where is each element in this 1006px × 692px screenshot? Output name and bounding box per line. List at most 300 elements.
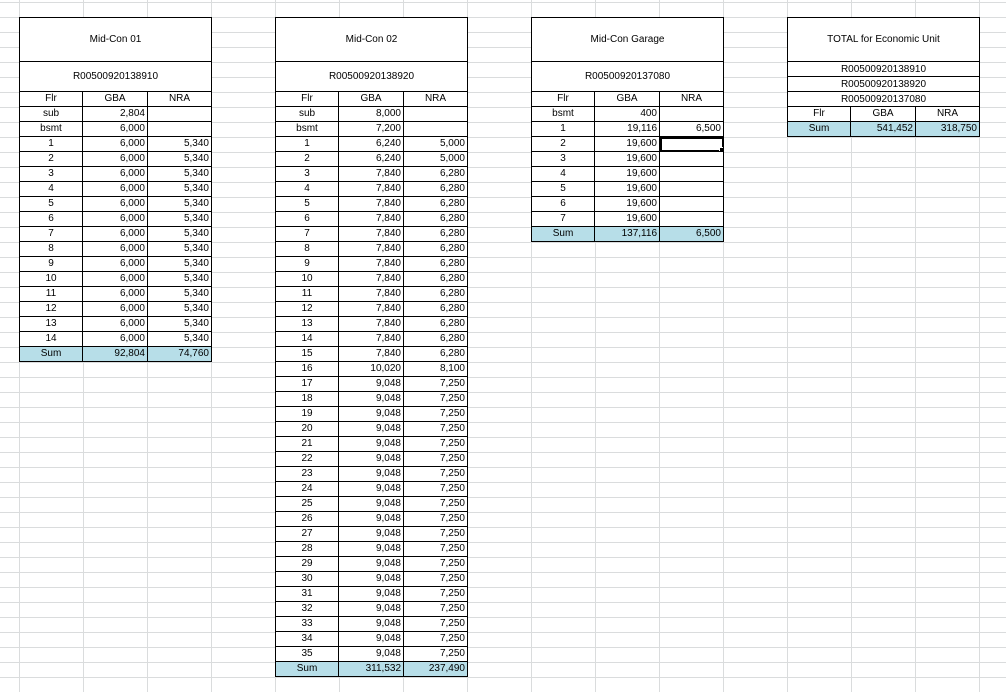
cell-flr[interactable]: 30 bbox=[275, 572, 339, 587]
cell-nra[interactable]: 5,340 bbox=[148, 137, 212, 152]
table-row bbox=[275, 137, 468, 152]
cell-flr[interactable]: 4 bbox=[19, 182, 83, 197]
cell-nra[interactable]: 7,250 bbox=[404, 632, 468, 647]
cell-flr[interactable]: bsmt bbox=[19, 122, 83, 137]
cell-flr[interactable]: 4 bbox=[531, 167, 595, 182]
header-flr[interactable]: Flr bbox=[275, 92, 339, 107]
cell-flr[interactable]: 11 bbox=[275, 287, 339, 302]
cell-nra[interactable]: 5,340 bbox=[148, 167, 212, 182]
header-flr[interactable]: Flr bbox=[19, 92, 83, 107]
table-row bbox=[531, 212, 724, 227]
cell-nra[interactable]: 6,280 bbox=[404, 347, 468, 362]
cell-gba[interactable]: 9,048 bbox=[339, 527, 404, 542]
cell-flr[interactable]: 16 bbox=[275, 362, 339, 377]
cell-flr[interactable]: 35 bbox=[275, 647, 339, 662]
table-row bbox=[531, 107, 724, 122]
cell-nra[interactable]: 6,280 bbox=[404, 287, 468, 302]
cell-flr[interactable]: 13 bbox=[275, 317, 339, 332]
cell-nra[interactable]: 6,500 bbox=[660, 122, 724, 137]
parcel-id-text: R00500920138910 bbox=[840, 63, 927, 75]
table-row bbox=[275, 587, 468, 602]
cell-nra[interactable]: 7,250 bbox=[404, 437, 468, 452]
cell-nra[interactable] bbox=[404, 122, 468, 137]
cell-nra[interactable]: 6,280 bbox=[404, 182, 468, 197]
cell-gba[interactable]: 7,840 bbox=[339, 212, 404, 227]
cell-nra[interactable]: 7,250 bbox=[404, 617, 468, 632]
cell-gba[interactable]: 9,048 bbox=[339, 572, 404, 587]
table-row bbox=[275, 542, 468, 557]
table-midcon-garage bbox=[531, 17, 724, 242]
table-row bbox=[531, 122, 724, 137]
cell-gba[interactable]: 7,840 bbox=[339, 242, 404, 257]
table-row bbox=[531, 137, 724, 152]
table-row bbox=[19, 332, 212, 347]
header-gba[interactable]: GBA bbox=[83, 92, 148, 107]
cell-gba[interactable]: 9,048 bbox=[339, 647, 404, 662]
cell-flr[interactable]: 14 bbox=[19, 332, 83, 347]
cell-gba[interactable]: 6,000 bbox=[83, 242, 148, 257]
cell-gba[interactable]: 7,200 bbox=[339, 122, 404, 137]
cell-gba[interactable]: 6,000 bbox=[83, 122, 148, 137]
cell-nra[interactable] bbox=[148, 107, 212, 122]
cell-flr[interactable]: 28 bbox=[275, 542, 339, 557]
cell-gba[interactable]: 9,048 bbox=[339, 437, 404, 452]
table-row bbox=[531, 152, 724, 167]
cell-gba[interactable]: 7,840 bbox=[339, 227, 404, 242]
selected-cell[interactable] bbox=[660, 137, 724, 152]
title-text: Mid-Con Garage bbox=[590, 34, 665, 45]
cell-flr[interactable]: 5 bbox=[531, 182, 595, 197]
cell-gba[interactable]: 7,840 bbox=[339, 347, 404, 362]
cell-gba[interactable]: 9,048 bbox=[339, 422, 404, 437]
table-row bbox=[275, 362, 468, 377]
cell-gba[interactable]: 6,000 bbox=[83, 287, 148, 302]
cell-nra[interactable]: 5,340 bbox=[148, 227, 212, 242]
cell-flr[interactable]: 12 bbox=[19, 302, 83, 317]
cell-nra[interactable]: 5,000 bbox=[404, 152, 468, 167]
sum-nra[interactable]: 318,750 bbox=[916, 122, 980, 137]
table-row bbox=[19, 257, 212, 272]
table-row bbox=[275, 302, 468, 317]
table-title[interactable] bbox=[787, 17, 980, 62]
cell-flr[interactable]: 1 bbox=[531, 122, 595, 137]
cell-flr[interactable]: 23 bbox=[275, 467, 339, 482]
table-row bbox=[531, 182, 724, 197]
cell-flr[interactable]: 6 bbox=[19, 212, 83, 227]
cell-gba[interactable]: 8,000 bbox=[339, 107, 404, 122]
cell-nra[interactable] bbox=[660, 212, 724, 227]
cell-nra[interactable] bbox=[660, 197, 724, 212]
table-row bbox=[275, 647, 468, 662]
cell-flr[interactable]: 9 bbox=[19, 257, 83, 272]
cell-flr[interactable]: 29 bbox=[275, 557, 339, 572]
table-row bbox=[275, 257, 468, 272]
cell-flr[interactable]: 19 bbox=[275, 407, 339, 422]
cell-gba[interactable]: 6,000 bbox=[83, 317, 148, 332]
table-row bbox=[275, 212, 468, 227]
cell-flr[interactable]: 17 bbox=[275, 377, 339, 392]
table-row bbox=[19, 167, 212, 182]
table-body bbox=[531, 92, 724, 242]
cell-gba[interactable]: 6,000 bbox=[83, 272, 148, 287]
header-gba[interactable]: GBA bbox=[339, 92, 404, 107]
cell-flr[interactable]: 15 bbox=[275, 347, 339, 362]
table-title[interactable] bbox=[531, 17, 724, 62]
table-row bbox=[19, 182, 212, 197]
cell-flr[interactable]: 3 bbox=[531, 152, 595, 167]
cell-gba[interactable]: 6,000 bbox=[83, 197, 148, 212]
cell-flr[interactable]: 6 bbox=[275, 212, 339, 227]
cell-flr[interactable]: 22 bbox=[275, 452, 339, 467]
cell-nra[interactable]: 7,250 bbox=[404, 497, 468, 512]
title-text: Mid-Con 01 bbox=[89, 34, 142, 45]
parcel-id-1[interactable] bbox=[787, 62, 980, 77]
cell-nra[interactable] bbox=[404, 107, 468, 122]
sum-nra[interactable]: 237,490 bbox=[404, 662, 468, 677]
cell-flr[interactable]: 1 bbox=[275, 137, 339, 152]
cell-gba[interactable]: 19,600 bbox=[595, 137, 660, 152]
cell-flr[interactable]: 3 bbox=[19, 167, 83, 182]
cell-flr[interactable]: 6 bbox=[531, 197, 595, 212]
table-row bbox=[275, 482, 468, 497]
table-row bbox=[275, 347, 468, 362]
cell-nra[interactable]: 6,280 bbox=[404, 242, 468, 257]
cell-flr[interactable]: 4 bbox=[275, 182, 339, 197]
header-row bbox=[19, 92, 212, 107]
sum-gba[interactable]: 311,532 bbox=[339, 662, 404, 677]
cell-gba[interactable]: 9,048 bbox=[339, 542, 404, 557]
parcel-id-text: R00500920137080 bbox=[584, 71, 671, 82]
table-row bbox=[531, 197, 724, 212]
cell-gba[interactable]: 7,840 bbox=[339, 197, 404, 212]
cell-gba[interactable]: 9,048 bbox=[339, 497, 404, 512]
table-row bbox=[19, 302, 212, 317]
cell-flr[interactable]: 21 bbox=[275, 437, 339, 452]
cell-nra[interactable]: 5,340 bbox=[148, 152, 212, 167]
cell-gba[interactable]: 9,048 bbox=[339, 377, 404, 392]
table-row bbox=[275, 377, 468, 392]
cell-gba[interactable]: 7,840 bbox=[339, 302, 404, 317]
table-midcon-01 bbox=[19, 17, 212, 362]
cell-flr[interactable]: 3 bbox=[275, 167, 339, 182]
table-row bbox=[275, 572, 468, 587]
table-row bbox=[275, 122, 468, 137]
cell-nra[interactable]: 7,250 bbox=[404, 482, 468, 497]
cell-flr[interactable]: sub bbox=[275, 107, 339, 122]
cell-gba[interactable]: 6,000 bbox=[83, 167, 148, 182]
cell-gba[interactable]: 7,840 bbox=[339, 287, 404, 302]
cell-gba[interactable]: 7,840 bbox=[339, 167, 404, 182]
cell-flr[interactable]: bsmt bbox=[531, 107, 595, 122]
table-row bbox=[275, 632, 468, 647]
cell-flr[interactable]: bsmt bbox=[275, 122, 339, 137]
sum-label[interactable]: Sum bbox=[787, 122, 851, 137]
fill-handle[interactable] bbox=[719, 147, 724, 152]
table-row bbox=[275, 437, 468, 452]
table-row bbox=[19, 317, 212, 332]
cell-nra[interactable] bbox=[660, 152, 724, 167]
cell-flr[interactable]: 10 bbox=[275, 272, 339, 287]
cell-nra[interactable]: 6,280 bbox=[404, 257, 468, 272]
cell-gba[interactable]: 9,048 bbox=[339, 557, 404, 572]
header-row bbox=[787, 107, 980, 122]
sum-gba[interactable]: 92,804 bbox=[83, 347, 148, 362]
header-nra[interactable]: NRA bbox=[404, 92, 468, 107]
table-row bbox=[19, 137, 212, 152]
cell-gba[interactable]: 7,840 bbox=[339, 257, 404, 272]
cell-flr[interactable]: 8 bbox=[19, 242, 83, 257]
sum-nra[interactable]: 6,500 bbox=[660, 227, 724, 242]
table-row bbox=[19, 212, 212, 227]
table-row bbox=[19, 227, 212, 242]
cell-gba[interactable]: 7,840 bbox=[339, 332, 404, 347]
cell-gba[interactable]: 9,048 bbox=[339, 632, 404, 647]
cell-gba[interactable]: 6,000 bbox=[83, 137, 148, 152]
cell-nra[interactable]: 7,250 bbox=[404, 377, 468, 392]
cell-gba[interactable]: 6,240 bbox=[339, 137, 404, 152]
cell-nra[interactable]: 6,280 bbox=[404, 227, 468, 242]
table-row bbox=[19, 287, 212, 302]
table-row bbox=[275, 602, 468, 617]
cell-nra[interactable] bbox=[660, 167, 724, 182]
sum-nra[interactable]: 74,760 bbox=[148, 347, 212, 362]
header-gba[interactable]: GBA bbox=[595, 92, 660, 107]
sum-label[interactable]: Sum bbox=[531, 227, 595, 242]
cell-nra[interactable]: 6,280 bbox=[404, 167, 468, 182]
cell-nra[interactable]: 5,340 bbox=[148, 302, 212, 317]
cell-flr[interactable]: 25 bbox=[275, 497, 339, 512]
cell-gba[interactable]: 2,804 bbox=[83, 107, 148, 122]
table-body bbox=[19, 92, 212, 362]
cell-flr[interactable]: 10 bbox=[19, 272, 83, 287]
cell-nra[interactable]: 7,250 bbox=[404, 467, 468, 482]
header-nra[interactable]: NRA bbox=[148, 92, 212, 107]
header-nra[interactable]: NRA bbox=[660, 92, 724, 107]
table-row bbox=[19, 272, 212, 287]
cell-nra[interactable] bbox=[660, 182, 724, 197]
cell-gba[interactable]: 9,048 bbox=[339, 392, 404, 407]
cell-gba[interactable]: 9,048 bbox=[339, 587, 404, 602]
cell-gba[interactable]: 19,600 bbox=[595, 167, 660, 182]
sum-row bbox=[275, 662, 468, 677]
cell-gba[interactable]: 19,600 bbox=[595, 212, 660, 227]
cell-nra[interactable]: 5,340 bbox=[148, 182, 212, 197]
table-row bbox=[275, 497, 468, 512]
table-row bbox=[275, 242, 468, 257]
cell-nra[interactable]: 5,340 bbox=[148, 257, 212, 272]
cell-nra[interactable]: 7,250 bbox=[404, 452, 468, 467]
cell-flr[interactable]: 1 bbox=[19, 137, 83, 152]
parcel-id-text: R00500920138910 bbox=[72, 71, 159, 82]
header-nra[interactable]: NRA bbox=[916, 107, 980, 122]
cell-gba[interactable]: 9,048 bbox=[339, 617, 404, 632]
header-flr[interactable]: Flr bbox=[531, 92, 595, 107]
table-row bbox=[19, 122, 212, 137]
cell-flr[interactable]: sub bbox=[19, 107, 83, 122]
header-row bbox=[531, 92, 724, 107]
cell-nra[interactable]: 7,250 bbox=[404, 407, 468, 422]
table-title[interactable] bbox=[275, 17, 468, 62]
parcel-id-text: R00500920138920 bbox=[328, 71, 415, 82]
cell-gba[interactable]: 9,048 bbox=[339, 452, 404, 467]
table-row bbox=[275, 152, 468, 167]
table-row bbox=[275, 392, 468, 407]
table-row bbox=[275, 287, 468, 302]
parcel-id[interactable] bbox=[275, 62, 468, 92]
cell-gba[interactable]: 19,116 bbox=[595, 122, 660, 137]
table-row bbox=[275, 527, 468, 542]
sum-label[interactable]: Sum bbox=[19, 347, 83, 362]
cell-gba[interactable]: 19,600 bbox=[595, 197, 660, 212]
cell-nra[interactable]: 7,250 bbox=[404, 542, 468, 557]
parcel-id[interactable] bbox=[19, 62, 212, 92]
cell-gba[interactable]: 19,600 bbox=[595, 152, 660, 167]
cell-gba[interactable]: 9,048 bbox=[339, 512, 404, 527]
table-body bbox=[275, 92, 468, 677]
table-row bbox=[275, 467, 468, 482]
header-gba[interactable]: GBA bbox=[851, 107, 916, 122]
cell-gba[interactable]: 9,048 bbox=[339, 407, 404, 422]
cell-flr[interactable]: 20 bbox=[275, 422, 339, 437]
cell-flr[interactable]: 11 bbox=[19, 287, 83, 302]
cell-flr[interactable]: 32 bbox=[275, 602, 339, 617]
table-row bbox=[275, 452, 468, 467]
cell-gba[interactable]: 6,000 bbox=[83, 257, 148, 272]
cell-flr[interactable]: 14 bbox=[275, 332, 339, 347]
sum-row bbox=[531, 227, 724, 242]
table-row bbox=[531, 167, 724, 182]
table-row bbox=[19, 107, 212, 122]
table-title[interactable] bbox=[19, 17, 212, 62]
cell-gba[interactable]: 9,048 bbox=[339, 467, 404, 482]
cell-nra[interactable] bbox=[660, 107, 724, 122]
table-row bbox=[275, 407, 468, 422]
parcel-id-text: R00500920138920 bbox=[840, 78, 927, 90]
cell-flr[interactable]: 2 bbox=[275, 152, 339, 167]
cell-nra[interactable]: 5,340 bbox=[148, 197, 212, 212]
cell-flr[interactable]: 33 bbox=[275, 617, 339, 632]
table-row bbox=[275, 272, 468, 287]
title-text: TOTAL for Economic Unit bbox=[827, 34, 940, 45]
cell-nra[interactable]: 7,250 bbox=[404, 422, 468, 437]
cell-nra[interactable]: 8,100 bbox=[404, 362, 468, 377]
cell-nra[interactable]: 7,250 bbox=[404, 572, 468, 587]
cell-nra[interactable]: 6,280 bbox=[404, 212, 468, 227]
cell-nra[interactable]: 7,250 bbox=[404, 512, 468, 527]
cell-nra[interactable]: 6,280 bbox=[404, 317, 468, 332]
sum-label[interactable]: Sum bbox=[275, 662, 339, 677]
cell-nra[interactable]: 5,340 bbox=[148, 212, 212, 227]
cell-flr[interactable]: 7 bbox=[531, 212, 595, 227]
parcel-id[interactable] bbox=[531, 62, 724, 92]
header-row bbox=[275, 92, 468, 107]
cell-gba[interactable]: 9,048 bbox=[339, 482, 404, 497]
cell-gba[interactable]: 9,048 bbox=[339, 602, 404, 617]
parcel-id-2[interactable] bbox=[787, 77, 980, 92]
sum-row bbox=[787, 122, 980, 137]
table-midcon-02 bbox=[275, 17, 468, 677]
cell-nra[interactable]: 5,000 bbox=[404, 137, 468, 152]
cell-nra[interactable]: 5,340 bbox=[148, 242, 212, 257]
cell-gba[interactable]: 6,240 bbox=[339, 152, 404, 167]
table-row bbox=[275, 167, 468, 182]
table-row bbox=[275, 317, 468, 332]
sum-gba[interactable]: 137,116 bbox=[595, 227, 660, 242]
cell-flr[interactable]: 34 bbox=[275, 632, 339, 647]
cell-nra[interactable]: 7,250 bbox=[404, 647, 468, 662]
cell-flr[interactable]: 5 bbox=[275, 197, 339, 212]
cell-nra[interactable]: 7,250 bbox=[404, 557, 468, 572]
cell-flr[interactable]: 31 bbox=[275, 587, 339, 602]
table-row bbox=[275, 617, 468, 632]
table-row bbox=[275, 332, 468, 347]
table-row bbox=[275, 557, 468, 572]
cell-flr[interactable]: 27 bbox=[275, 527, 339, 542]
table-row bbox=[19, 152, 212, 167]
cell-flr[interactable]: 2 bbox=[19, 152, 83, 167]
table-row bbox=[275, 227, 468, 242]
cell-nra[interactable]: 6,280 bbox=[404, 197, 468, 212]
cell-nra[interactable]: 7,250 bbox=[404, 527, 468, 542]
parcel-id-3[interactable] bbox=[787, 92, 980, 107]
cell-flr[interactable]: 7 bbox=[275, 227, 339, 242]
cell-gba[interactable]: 6,000 bbox=[83, 212, 148, 227]
cell-nra[interactable]: 7,250 bbox=[404, 602, 468, 617]
cell-gba[interactable]: 19,600 bbox=[595, 182, 660, 197]
table-total bbox=[787, 17, 980, 137]
cell-flr[interactable]: 9 bbox=[275, 257, 339, 272]
cell-nra[interactable]: 7,250 bbox=[404, 392, 468, 407]
sum-gba[interactable]: 541,452 bbox=[851, 122, 916, 137]
cell-gba[interactable]: 7,840 bbox=[339, 182, 404, 197]
table-row bbox=[275, 197, 468, 212]
cell-gba[interactable]: 6,000 bbox=[83, 152, 148, 167]
cell-flr[interactable]: 7 bbox=[19, 227, 83, 242]
cell-nra[interactable]: 6,280 bbox=[404, 302, 468, 317]
sum-row bbox=[19, 347, 212, 362]
cell-flr[interactable]: 13 bbox=[19, 317, 83, 332]
cell-flr[interactable]: 26 bbox=[275, 512, 339, 527]
cell-flr[interactable]: 2 bbox=[531, 137, 595, 152]
cell-gba[interactable]: 7,840 bbox=[339, 317, 404, 332]
cell-gba[interactable]: 400 bbox=[595, 107, 660, 122]
cell-nra[interactable] bbox=[148, 122, 212, 137]
table-row bbox=[275, 512, 468, 527]
title-text: Mid-Con 02 bbox=[345, 34, 398, 45]
table-row bbox=[275, 182, 468, 197]
cell-nra[interactable]: 5,340 bbox=[148, 272, 212, 287]
cell-gba[interactable]: 6,000 bbox=[83, 227, 148, 242]
cell-nra[interactable]: 6,280 bbox=[404, 332, 468, 347]
cell-nra[interactable]: 5,340 bbox=[148, 287, 212, 302]
cell-nra[interactable]: 7,250 bbox=[404, 587, 468, 602]
cell-gba[interactable]: 6,000 bbox=[83, 182, 148, 197]
cell-gba[interactable]: 6,000 bbox=[83, 302, 148, 317]
cell-nra[interactable]: 6,280 bbox=[404, 272, 468, 287]
header-flr[interactable]: Flr bbox=[787, 107, 851, 122]
parcel-id-text: R00500920137080 bbox=[840, 93, 927, 105]
cell-flr[interactable]: 8 bbox=[275, 242, 339, 257]
cell-nra[interactable]: 5,340 bbox=[148, 317, 212, 332]
cell-nra[interactable]: 5,340 bbox=[148, 332, 212, 347]
cell-flr[interactable]: 24 bbox=[275, 482, 339, 497]
cell-gba[interactable]: 7,840 bbox=[339, 272, 404, 287]
cell-gba[interactable]: 10,020 bbox=[339, 362, 404, 377]
cell-flr[interactable]: 12 bbox=[275, 302, 339, 317]
cell-gba[interactable]: 6,000 bbox=[83, 332, 148, 347]
cell-flr[interactable]: 5 bbox=[19, 197, 83, 212]
cell-flr[interactable]: 18 bbox=[275, 392, 339, 407]
